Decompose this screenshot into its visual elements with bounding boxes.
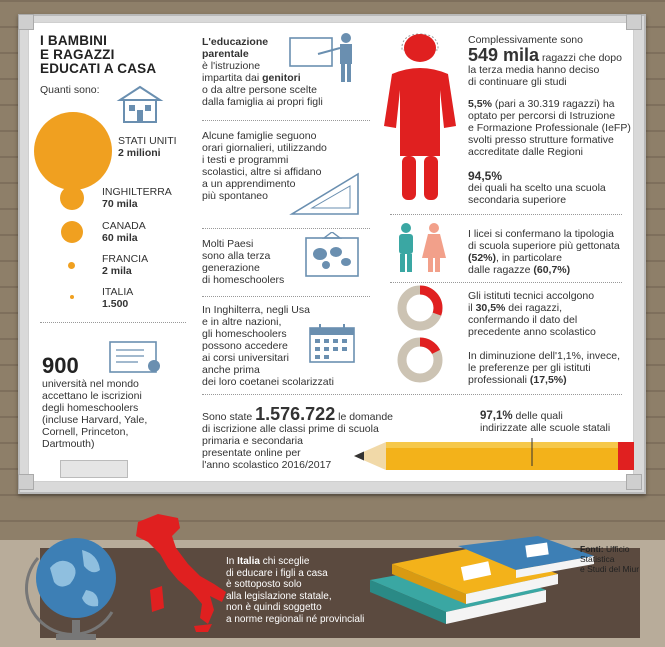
famiglie-text: Alcune famiglie seguono orari giornalieri, utilizzando i testi e programmi scolastici, altre si affidano a un apprendimento più spontaneo <box>202 130 327 202</box>
professionali-text: In diminuzione dell'1,1%, invece, le preferenze per gli istituti professionali (17,5%) <box>468 350 621 386</box>
usa-bubble <box>34 112 112 190</box>
country-italy: ITALIA 1.500 <box>102 286 134 310</box>
quanti-sono-label: Quanti sono: <box>40 84 100 96</box>
italia-note: In Italia chi sceglie di educare i figli a casa è sottoposto solo alla legislazione statale, non è quindi soggetto a norme regionali né provinciali <box>226 556 365 625</box>
separator <box>40 322 186 323</box>
statali-text: 97,1% delle quali indirizzate alle scuole statali <box>480 410 611 434</box>
pie-professionali <box>396 336 444 384</box>
uk-bubble <box>60 186 84 210</box>
calendar-icon <box>308 322 358 364</box>
separator <box>390 214 622 215</box>
country-usa: STATI UNITI 2 milioni <box>118 135 177 159</box>
student-figure-icon <box>380 30 460 206</box>
paesi-text: Molti Paesi sono alla terza generazione di homeschoolers <box>202 238 285 286</box>
marker-tray <box>60 460 128 478</box>
frame-corner <box>626 14 642 30</box>
separator <box>202 120 370 121</box>
country-france: FRANCIA 2 mila <box>102 253 149 277</box>
compl-text: Complessivamente sono 549 mila ragazzi che dopo la terza media hanno deciso di continuare gli studi <box>468 34 622 88</box>
universities-text: università nel mondo accettano le iscrizioni degli homeschoolers (incluse Harvard, Yale, Cornell, Princeton, Dartmouth) <box>42 378 148 450</box>
secondaria-text: 94,5% dei quali ha scelto una scuola secondaria superiore <box>468 169 606 206</box>
canada-bubble <box>61 221 83 243</box>
domande-text: Sono state 1.576.722 le domande di iscrizione alle classi prime di scuola primaria e secondaria presentate online per l'anno scolastico 2016/2017 <box>202 404 393 471</box>
country-uk: INGHILTERRA 70 mila <box>102 186 172 210</box>
page-title: I BAMBINI E RAGAZZI EDUCATI A CASA <box>40 33 157 76</box>
italy-bubble <box>70 295 74 299</box>
educazione-parentale-text: L'educazione parentale è l'istruzione impartita dai genitori o da altre persone scelte dalla famiglia ai propri figli <box>202 36 323 108</box>
books-stack-icon <box>366 528 598 628</box>
separator <box>202 394 622 395</box>
certificate-icon <box>108 340 168 376</box>
italy-map-icon <box>128 512 238 634</box>
iefp-text: 5,5% (pari a 30.319 ragazzi) ha optato per percorsi di Istruzione e Formazione Professionale (IeFP) svolti presso strutture formative accreditate dalle Regioni <box>468 98 631 158</box>
set-square-icon <box>286 168 370 220</box>
pie-tecnici <box>396 284 444 332</box>
universities-number: 900 <box>42 353 79 378</box>
tecnici-text: Gli istituti tecnici accolgono il 30,5% dei ragazzi, confermando il dato del precedente anno scolastico <box>468 290 596 338</box>
globe-icon <box>20 520 130 644</box>
france-bubble <box>68 262 75 269</box>
frame-corner <box>18 14 34 30</box>
world-map-icon <box>302 232 362 280</box>
inghilterra-text: In Inghilterra, negli Usa e in altre nazioni, gli homeschoolers possono accedere ai corsi universitari anche prima dei loro coetanei scolarizzati <box>202 304 334 388</box>
frame-corner <box>18 474 34 490</box>
country-canada: CANADA 60 mila <box>102 220 146 244</box>
frame-corner <box>626 474 642 490</box>
fonti-note: Fonti: Ufficio Statistica e Studi del Miur <box>580 544 640 574</box>
licei-text: I licei si confermano la tipologia di scuola superiore più gettonata (52%), in particolare dalle ragazze (60,7%) <box>468 228 620 276</box>
separator <box>390 282 622 283</box>
separator <box>202 228 370 229</box>
separator <box>202 296 370 297</box>
house-icon <box>116 84 164 124</box>
boy-girl-icon <box>394 220 450 276</box>
teacher-icon <box>288 30 364 86</box>
pencil-bar <box>350 436 640 476</box>
